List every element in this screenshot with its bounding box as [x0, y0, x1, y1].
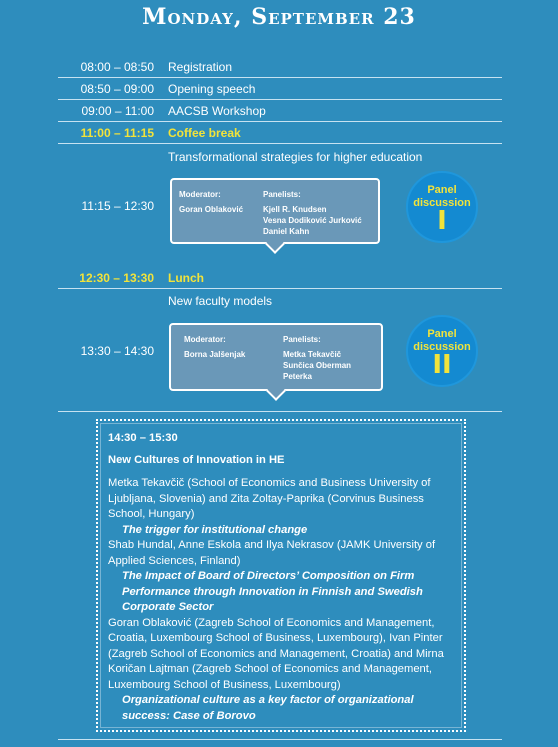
panelist-name: Vesna Dodiković Jurković [263, 216, 362, 225]
moderator-heading: Moderator: [184, 335, 226, 344]
talk-topic: Organizational culture as a key factor of organizational success: Case of Borovo [122, 694, 414, 722]
schedule-row-workshop [58, 100, 502, 122]
moderator-name: Goran Oblaković [179, 205, 244, 214]
moderator-heading: Moderator: [179, 190, 221, 199]
row-label: Coffee break [168, 126, 241, 140]
schedule-row-registration [58, 56, 502, 78]
talk-authors: Goran Oblaković (Zagreb School of Economics and Management, Croatia, Luxembourg School of Business, Luxembourg), Ivan Pinter (Zagreb School of Economics and Management, Croatia) and Mirna Koričan Lajtman (Zagreb School of Economics and Management, Luxembourg School of Business, Luxembourg) [108, 616, 444, 691]
divider [58, 411, 502, 412]
page-title: Monday, September 23 [142, 4, 416, 30]
panel1-panelists [263, 189, 362, 237]
moderator-name: Borna Jalšenjak [184, 350, 246, 359]
row-label: Registration [168, 60, 233, 74]
row-time: 12:30 – 13:30 [79, 271, 154, 285]
panelist-name: Sunčica Oberman [283, 361, 352, 370]
panel1-bubble [170, 178, 380, 244]
talk-topic: The trigger for institutional change [122, 523, 308, 536]
panel1-moderator [179, 189, 243, 215]
row-label: Lunch [168, 271, 204, 285]
badge-label: Panel discussion [413, 328, 471, 353]
badge-numeral: II [432, 350, 452, 380]
panel1-time: 11:15 – 12:30 [81, 199, 154, 213]
panel2-badge [406, 315, 478, 387]
panel1-title: Transformational strategies for higher education [168, 150, 423, 164]
talk-authors: Shab Hundal, Anne Eskola and Ilya Nekrasov (JAMK University of Applied Sciences, Finland) [108, 539, 436, 567]
panel2-time: 13:30 – 14:30 [80, 344, 154, 358]
panel2-bubble [169, 323, 383, 391]
session-time: 14:30 – 15:30 [108, 432, 178, 444]
session-box [96, 419, 466, 732]
badge-label: Panel discussion [413, 184, 471, 209]
schedule-row-lunch [58, 267, 502, 289]
badge-numeral: I [437, 206, 447, 236]
panelist-name: Daniel Kahn [263, 227, 310, 236]
row-time: 09:00 – 11:00 [81, 104, 154, 118]
panel1-badge [406, 171, 478, 243]
divider [58, 739, 502, 740]
panel2-moderator [184, 334, 245, 360]
schedule-row-coffee-break [58, 122, 502, 144]
session-title: New Cultures of Innovation in HE [108, 453, 285, 466]
talk-authors: Metka Tekavčič (School of Economics and Business University of Ljubljana, Slovenia) and Zita Zoltay-Paprika (Corvinus Business School, Hungary) [108, 477, 431, 520]
talk-topic: The Impact of Board of Directors’ Composition on Firm Performance through Innovation in Finnish and Swedish Corporate Sector [122, 570, 423, 613]
panelist-name: Kjell R. Knudsen [263, 205, 327, 214]
row-time: 08:00 – 08:50 [80, 60, 154, 74]
panelist-name: Peterka [283, 372, 312, 381]
panelists-heading: Panelists: [283, 335, 321, 344]
row-time: 11:00 – 11:15 [80, 126, 154, 140]
schedule-row-opening [58, 78, 502, 100]
panelists-heading: Panelists: [263, 190, 301, 199]
panel2-title: New faculty models [168, 294, 273, 308]
panelist-name: Metka Tekavčič [283, 350, 342, 359]
row-label: Opening speech [168, 82, 256, 96]
row-time: 08:50 – 09:00 [80, 82, 154, 96]
panel2-panelists [283, 334, 351, 382]
row-label: AACSB Workshop [168, 104, 266, 118]
